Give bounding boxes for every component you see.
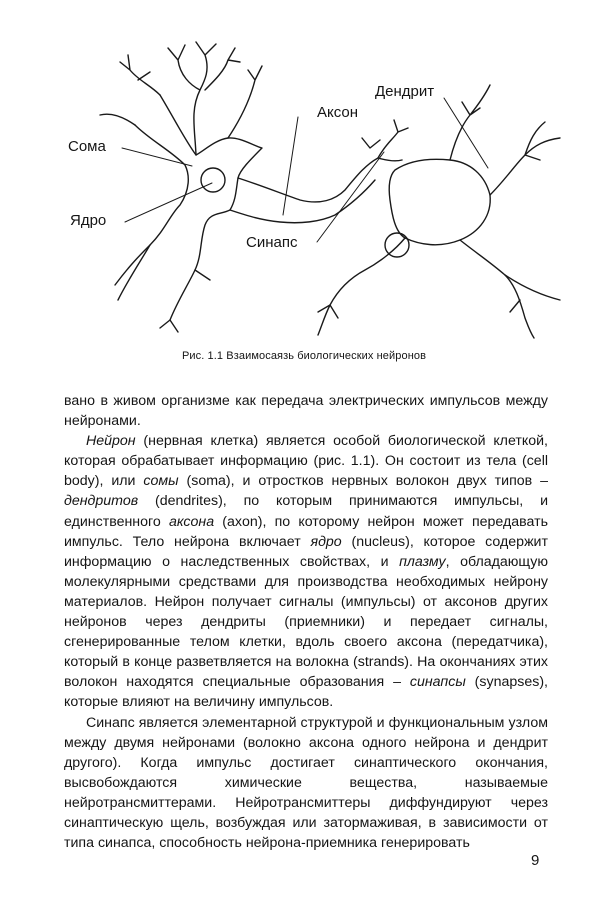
axon-label: Аксон [317,104,359,121]
text-run: (axon), по которому нейрон может передавать импульс. Тело нейрона включает [64,513,549,550]
figure-caption: Рис. 1.1 Взаимосаязь биологических нейронов [181,350,427,362]
paragraph-3 [64,713,548,854]
page-number: 9 [531,852,540,869]
text-run: , обладающую молекулярными средствами для производства необходимых нейрону материалов. Нейрон получает сигналы (импульсы) от аксонов других нейронов через дендриты (приемники) и передает сигналы, сгенерированные телом клетки, вдоль своего аксона (передатчика), который в конце разветвляется на волокна (strands). На окончаниях этих волокон находятся специальные образования – [64,553,548,691]
soma-leader [122,148,192,166]
italic-term: Нейрон [86,433,136,450]
italic-term: плазму [399,553,446,570]
left-neuron-nucleus [201,168,225,192]
italic-term: синапсы [409,674,466,691]
italic-term: ядро [310,533,342,550]
right-neuron-nucleus [385,233,409,257]
italic-term: сомы [143,473,179,490]
body-text [64,391,548,853]
text-run: (synapses), которые влияют на величину импульсов. [64,674,548,711]
synapse-label: Синапс [246,234,298,251]
nucleus-leader [125,183,212,222]
text-run: (nucleus), которое содержит информацию о наследственных свойствах, и [64,533,548,570]
text-run: (нервная клетка) является особой биологической клеткой, которая обрабатывает информацию (рис. 1.1). Он состоит из тела (cell body), или [64,433,548,490]
dendrite-label: Дендрит [375,83,435,100]
paragraph-1 [64,391,548,431]
left-neuron-soma [115,95,262,320]
right-neuron-soma [389,159,490,244]
italic-term: дендритов [64,493,139,510]
synapse-leader [317,152,384,242]
axon-leader [283,117,298,215]
text-run: (soma), и отростков нервных волокон двух типов – [178,473,548,490]
paragraph-2 [64,431,548,712]
neuron-illustration [0,0,608,345]
text-run: Синапс является элементарной структурой и функциональным узлом между двумя нейронами (волокно аксона одного нейрона и дендрит другого). Когда импульс достигает синаптического окончания, высвобождаются химические вещества, называемые нейротрансмиттерами. Нейротрансмиттеры диффундируют через синаптическую щель, возбуждая или затормаживая, в зависимости от типа синапса, способность нейрона-приемника генерировать [64,714,548,852]
italic-term: аксона [168,513,215,530]
text-run: вано в живом организме как передача электрических импульсов между нейронами. [64,393,548,430]
nucleus-label: Ядро [70,212,107,229]
neuron-figure [0,0,608,370]
text-run: (dendrites), по которым принимаются импульсы, и единственного [64,493,548,530]
soma-label: Сома [68,138,106,155]
